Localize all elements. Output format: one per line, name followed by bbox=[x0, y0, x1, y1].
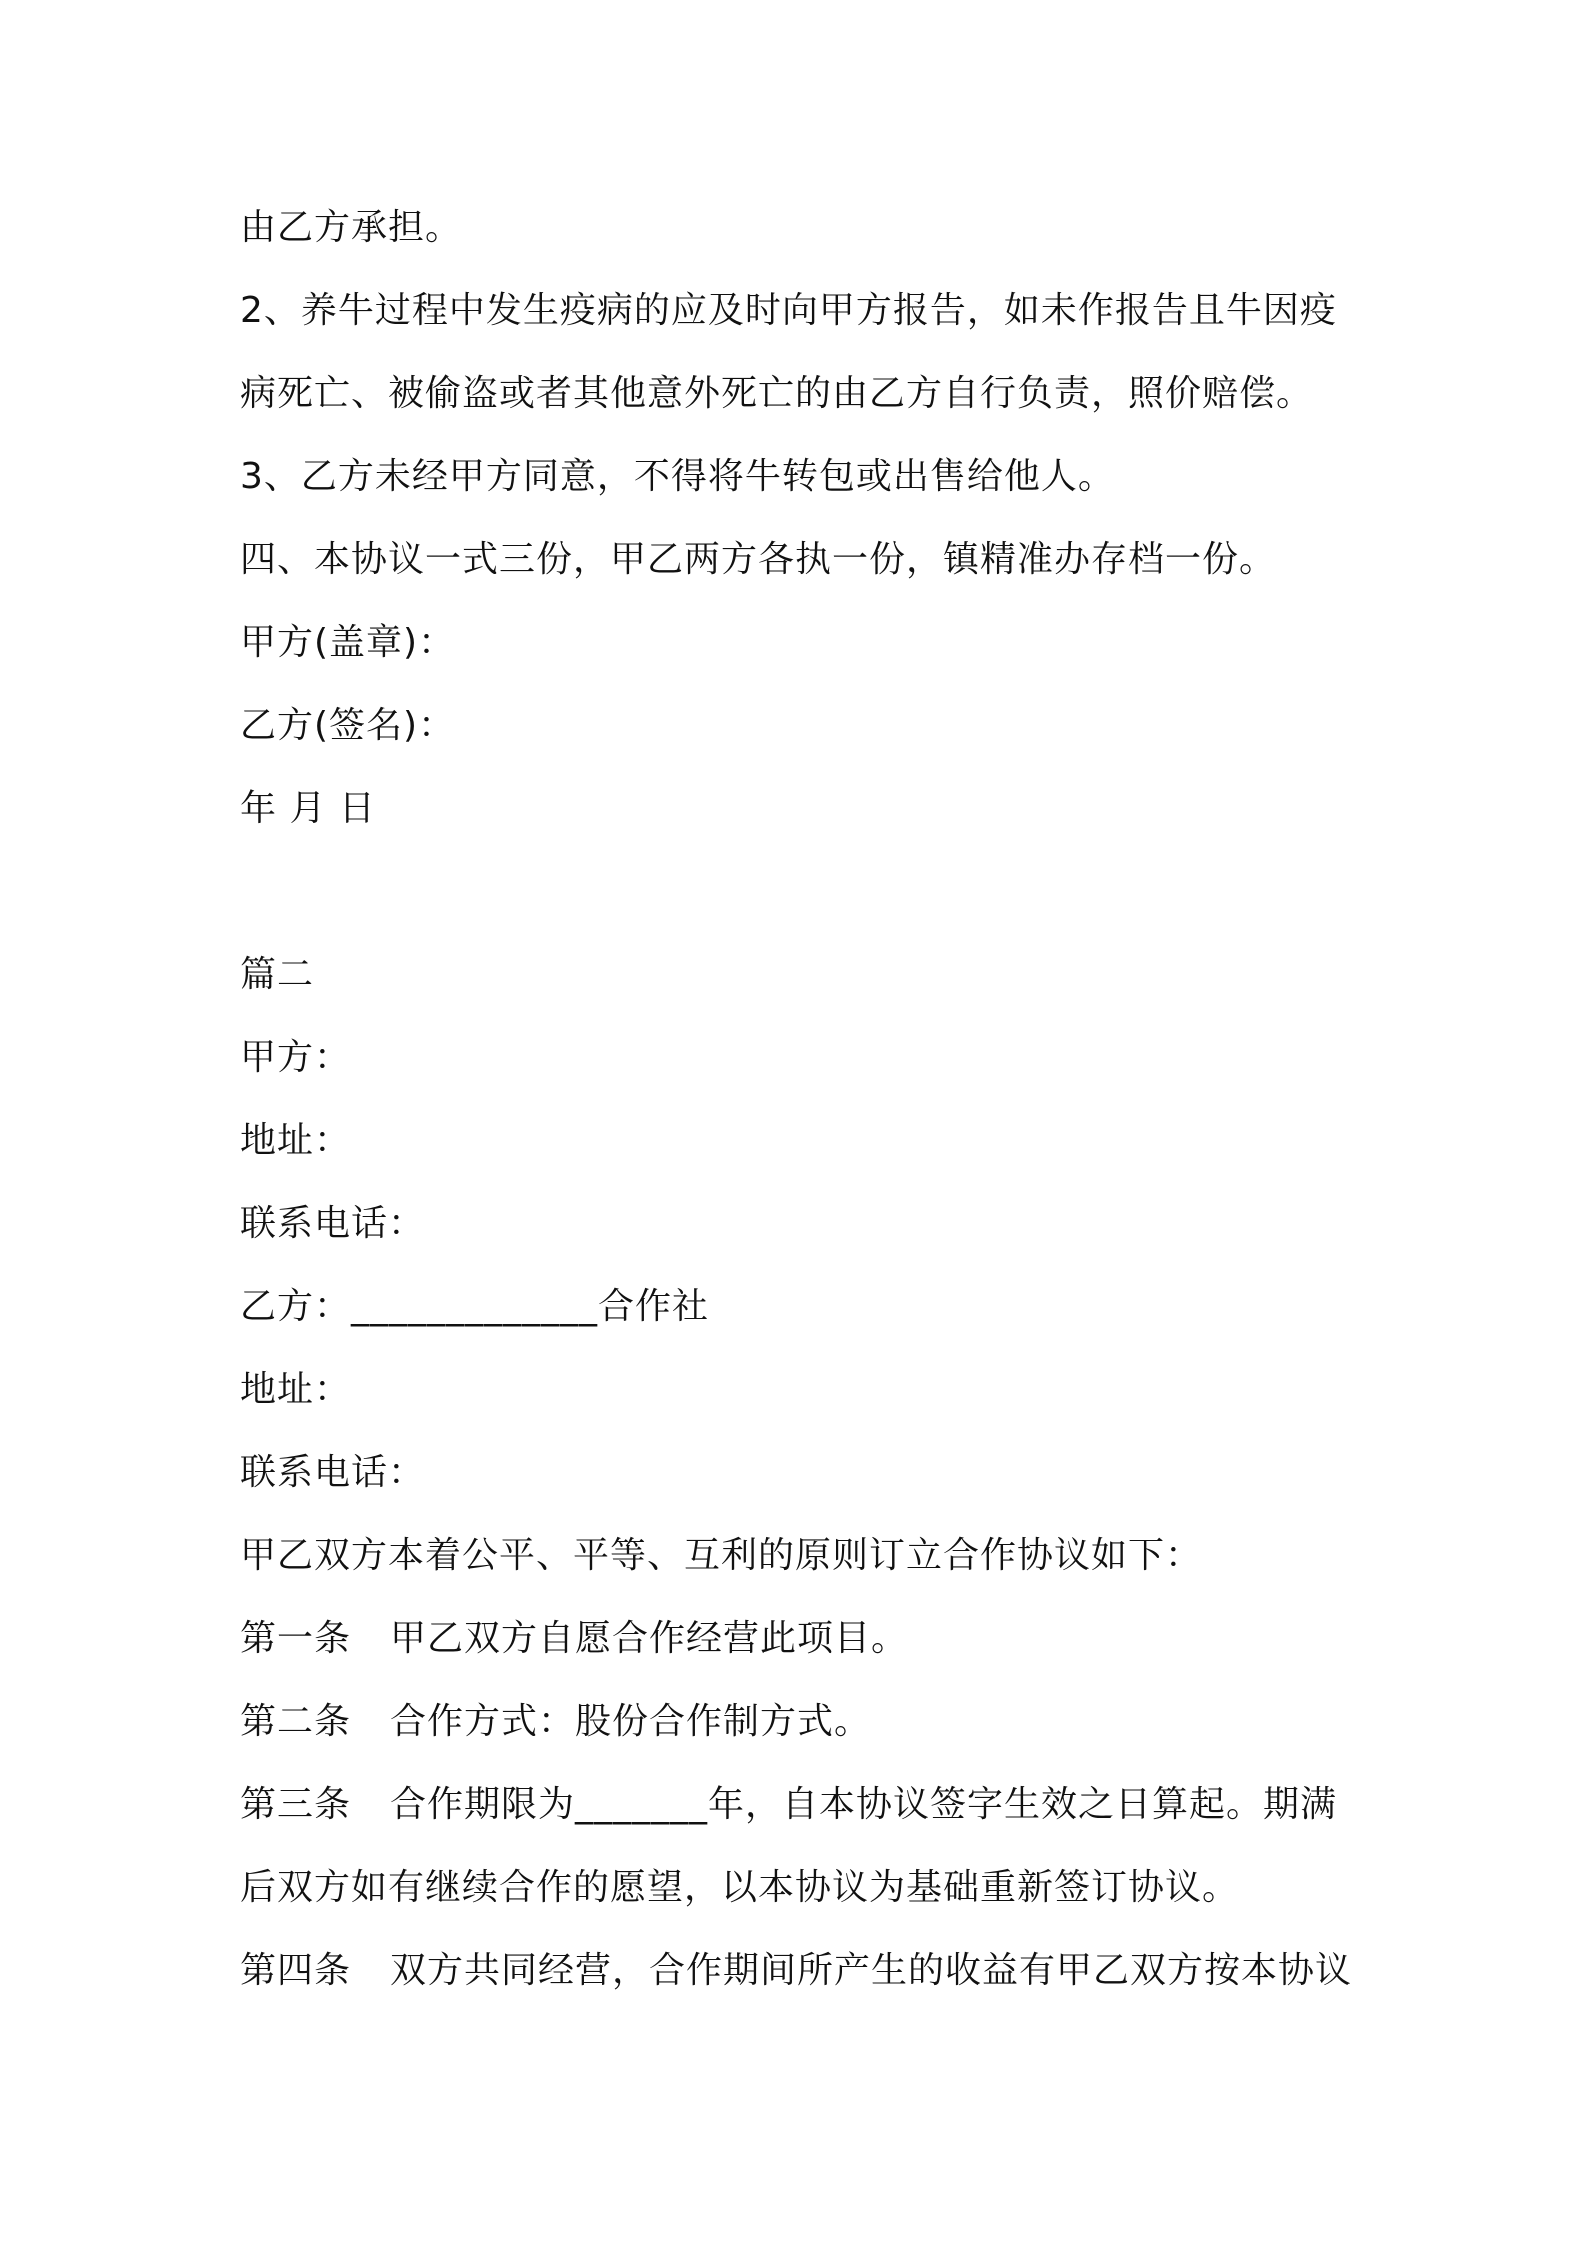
article-label: 第一条 bbox=[240, 1618, 352, 1659]
article-3-continuation bbox=[240, 1858, 1360, 1941]
article-text: 双方共同经营，合作期间所产生的收益有甲乙双方按本协议 bbox=[390, 1950, 1353, 1991]
article-3 bbox=[240, 1775, 1360, 1858]
clause-2-line-2: 病死亡、被偷盗或者其他意外死亡的由乙方自行负责，照价赔偿。 bbox=[240, 373, 1314, 414]
section-4: 四、本协议一式三份，甲乙两方各执一份，镇精准办存档一份。 bbox=[240, 539, 1277, 580]
article-label: 第三条 bbox=[240, 1784, 352, 1825]
paragraph-line: 由乙方承担。 bbox=[240, 207, 463, 248]
part-two-heading: 篇二 bbox=[240, 954, 315, 995]
article-text: 合作方式：股份合作制方式。 bbox=[390, 1701, 872, 1742]
party-a-seal: 甲方(盖章)： bbox=[240, 622, 456, 663]
article-text: 后双方如有继续合作的愿望，以本协议为基础重新签订协议。 bbox=[240, 1867, 1240, 1908]
article-text: 合作期限为_______年，自本协议签字生效之日算起。期满 bbox=[390, 1784, 1338, 1825]
document-body bbox=[240, 198, 1360, 2024]
article-label: 第二条 bbox=[240, 1701, 352, 1742]
article-4 bbox=[240, 1941, 1360, 2024]
clause-2-line-1: 2、养牛过程中发生疫病的应及时向甲方报告，如未作报告且牛因疫 bbox=[240, 290, 1337, 331]
party-a-name: 甲方： bbox=[240, 1037, 352, 1078]
party-b-phone: 联系电话： bbox=[240, 1452, 426, 1493]
article-2 bbox=[240, 1692, 1360, 1775]
date-line: 年 月 日 bbox=[240, 788, 376, 829]
party-b-name: 乙方：_____________合作社 bbox=[240, 1286, 710, 1327]
party-b-address: 地址： bbox=[240, 1369, 352, 1410]
article-label: 第四条 bbox=[240, 1950, 352, 1991]
article-1 bbox=[240, 1609, 1360, 1692]
section-gap bbox=[240, 862, 1360, 945]
party-a-phone: 联系电话： bbox=[240, 1203, 426, 1244]
clause-3: 3、乙方未经甲方同意，不得将牛转包或出售给他人。 bbox=[240, 456, 1115, 497]
party-a-address: 地址： bbox=[240, 1120, 352, 1161]
agreement-preamble: 甲乙双方本着公平、平等、互利的原则订立合作协议如下： bbox=[240, 1535, 1203, 1576]
article-text: 甲乙双方自愿合作经营此项目。 bbox=[390, 1618, 909, 1659]
party-b-signature: 乙方(签名)： bbox=[240, 705, 456, 746]
